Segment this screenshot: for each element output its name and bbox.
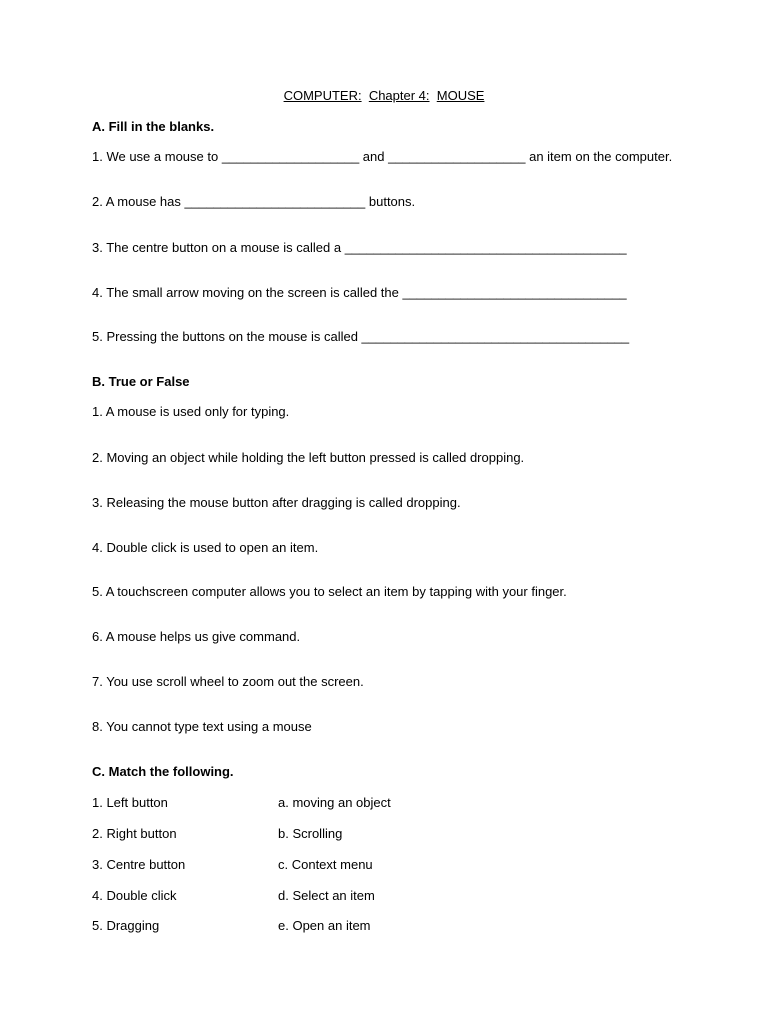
fill-blank-item-3: 3. The centre button on a mouse is called a _______________________________________	[92, 240, 627, 255]
title-subject: COMPUTER:	[283, 88, 362, 103]
true-false-item-1: 1. A mouse is used only for typing.	[92, 404, 290, 419]
match-right-item-c: c. Context menu	[278, 857, 373, 872]
match-left-item-3: 3. Centre button	[92, 857, 186, 872]
true-false-item-5: 5. A touchscreen computer allows you to select an item by tapping with your finger.	[92, 584, 567, 599]
true-false-item-7: 7. You use scroll wheel to zoom out the screen.	[92, 674, 364, 689]
title-chapter: Chapter 4:	[368, 88, 430, 103]
match-right-item-a: a. moving an object	[278, 795, 391, 810]
fill-blank-item-2: 2. A mouse has _________________________ buttons.	[92, 194, 416, 209]
fill-blank-item-5: 5. Pressing the buttons on the mouse is called _____________________________________	[92, 329, 630, 344]
true-false-item-6: 6. A mouse helps us give command.	[92, 629, 301, 644]
match-right-item-b: b. Scrolling	[278, 826, 343, 841]
section-c-heading: C. Match the following.	[92, 764, 234, 779]
match-left-item-2: 2. Right button	[92, 826, 177, 841]
true-false-item-8: 8. You cannot type text using a mouse	[92, 719, 312, 734]
fill-blank-item-1: 1. We use a mouse to ___________________ and ___________________ an item on the computer.	[92, 149, 673, 164]
fill-blank-item-4: 4. The small arrow moving on the screen is called the _______________________________	[92, 285, 627, 300]
true-false-item-4: 4. Double click is used to open an item.	[92, 540, 319, 555]
match-right-item-d: d. Select an item	[278, 888, 375, 903]
section-b-heading: B. True or False	[92, 374, 190, 389]
match-left-item-5: 5. Dragging	[92, 918, 160, 933]
match-right-item-e: e. Open an item	[278, 918, 371, 933]
title-topic: MOUSE	[436, 88, 485, 103]
match-left-item-1: 1. Left button	[92, 795, 168, 810]
page-title	[0, 88, 768, 104]
true-false-item-3: 3. Releasing the mouse button after dragging is called dropping.	[92, 495, 461, 510]
match-left-item-4: 4. Double click	[92, 888, 177, 903]
true-false-item-2: 2. Moving an object while holding the left button pressed is called dropping.	[92, 450, 525, 465]
section-a-heading: A. Fill in the blanks.	[92, 119, 215, 134]
